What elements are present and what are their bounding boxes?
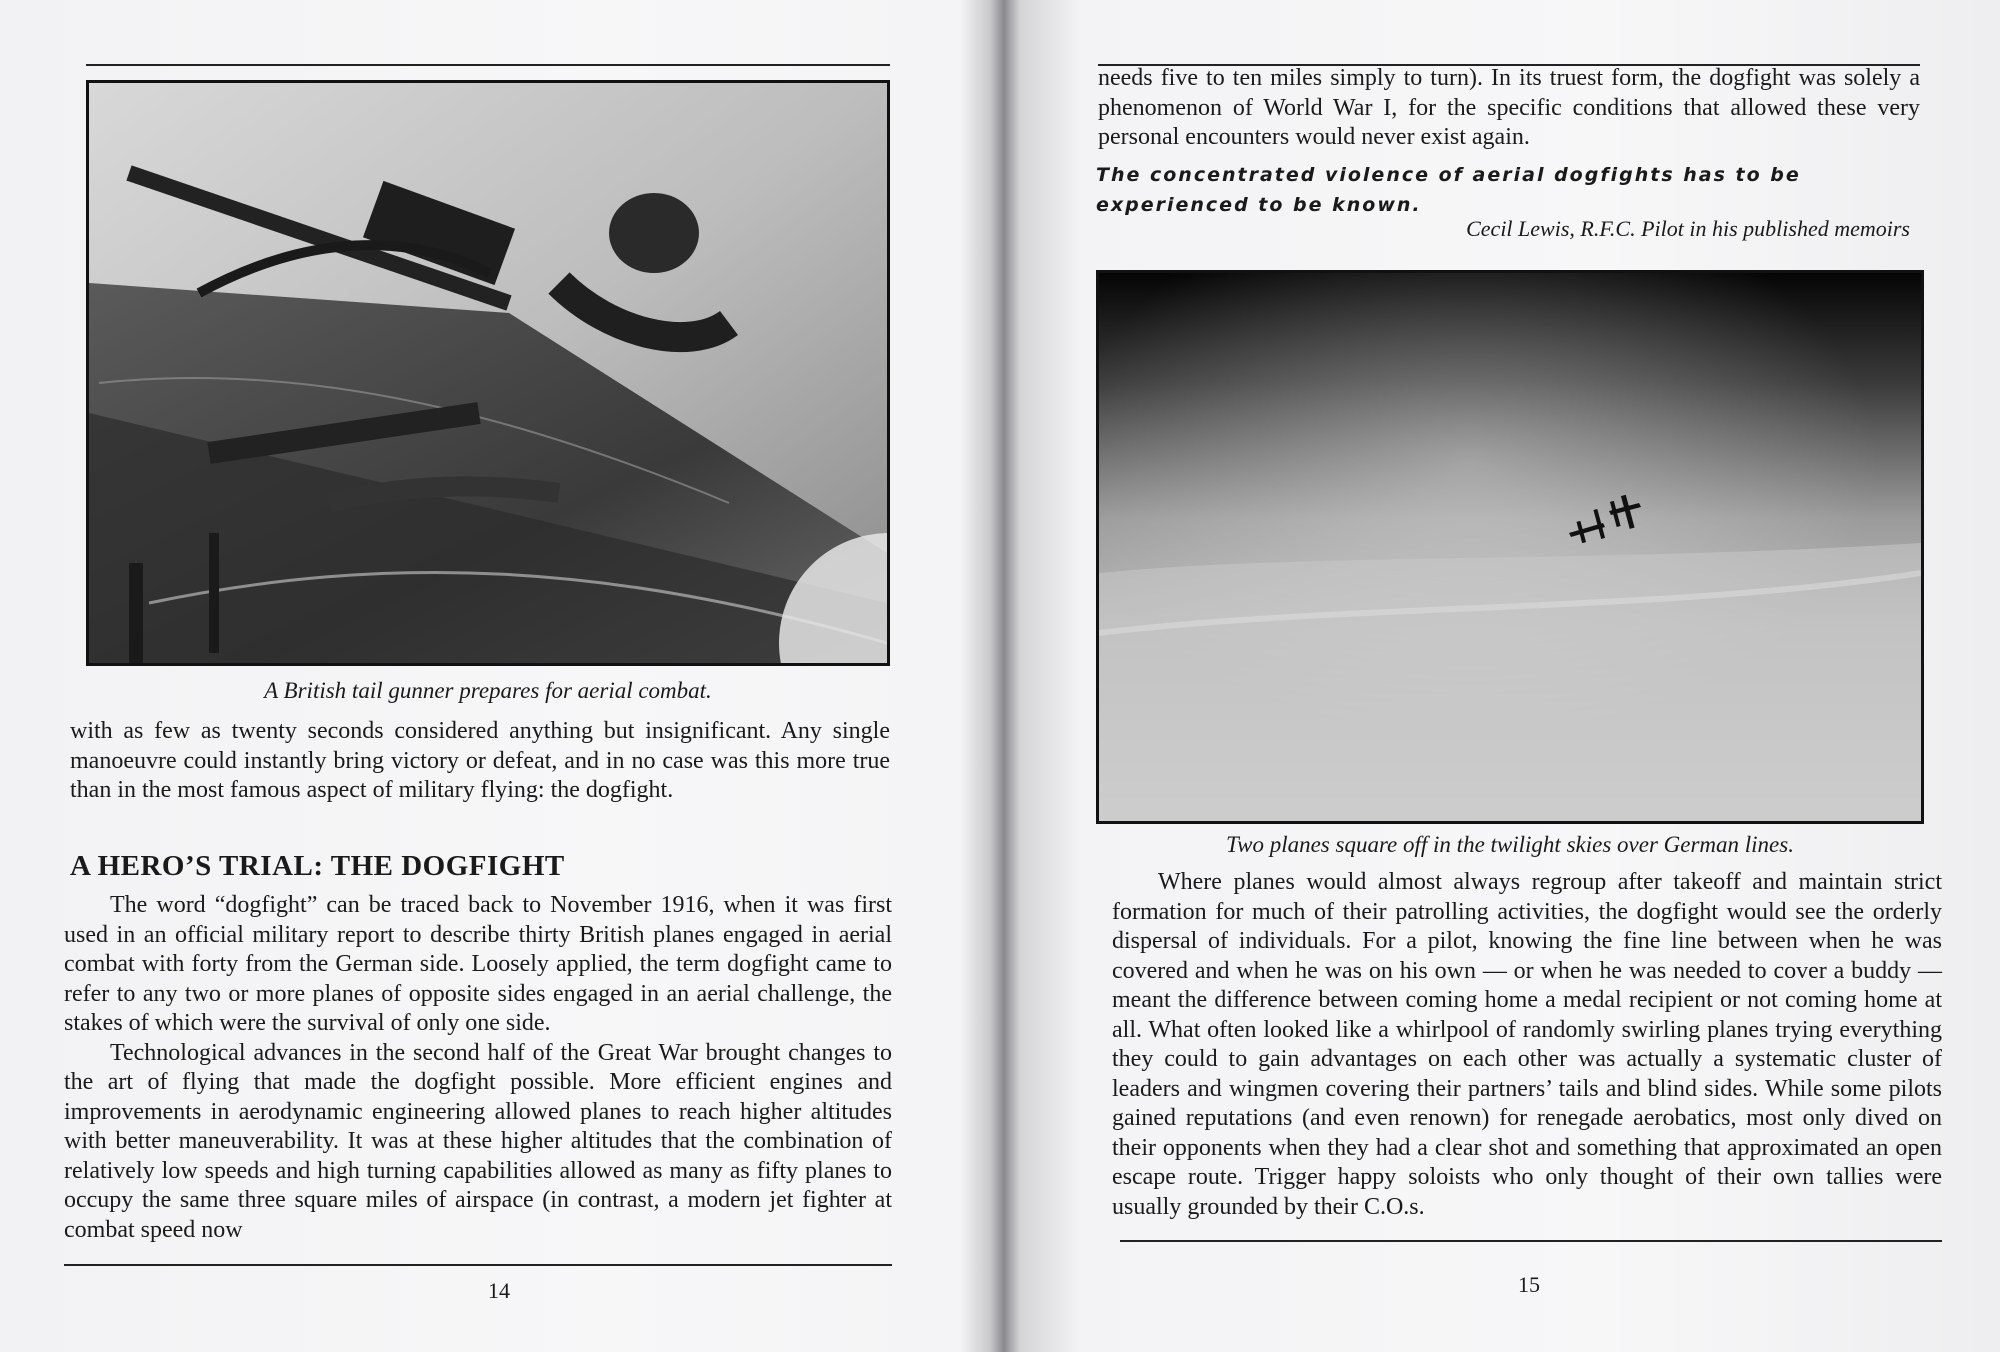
right-photo-caption: Two planes square off in the twilight skies over German lines.	[1226, 832, 1794, 857]
left-intro-text	[70, 717, 890, 806]
right-page-number: 15	[1518, 1272, 1540, 1297]
top-rule	[86, 64, 890, 66]
bottom-rule-right	[1120, 1240, 1942, 1242]
bottom-rule	[64, 1264, 892, 1266]
right-page	[1002, 0, 2000, 1352]
dogfight-origin-paragraph: The word “dogfight” can be traced back to November 1916, when it was first used in an official military report to describe thirty British planes engaged in aerial combat with forty from the German side. Loosely applied, the term dogfight came to refer to any two or more planes of opposite sides engaged in an aerial challenge, the stakes of which were the survival of only one side.	[64, 892, 892, 1036]
formation-paragraph: Where planes would almost always regroup after takeoff and maintain strict formation for much of their patrolling activities, the dogfight would see the orderly dispersal of individuals. For a pilot, knowing the fine line between when he was covered and when he was on his own — or when he was needed to cover a buddy — meant the difference between coming home a medal recipient or not coming home at all. What often looked like a whirlpool of randomly swirling planes trying everything they could to gain advantages on each other was actually a systematic cluster of leaders and wingmen covering their partners’ tails and blind sides. While some pilots gained reputations (and even renown) for renegade aerobatics, most only dived on their opponents when they had a clear shot and something that approximated an open escape route. Trigger happy soloists who only thought of their own tallies were usually grounded by their C.O.s.	[1112, 869, 1942, 1220]
right-intro-paragraph: needs five to ten miles simply to turn). In its truest form, the dogfight was solely a phenomenon of World War I, for the specific conditions that allowed these very personal encounters would never exist again.	[1098, 65, 1920, 150]
left-photo-caption: A British tail gunner prepares for aerial combat.	[264, 678, 712, 703]
right-body-text	[1112, 868, 1942, 1222]
pilot-quote: The concentrated violence of aerial dogfights has to be experienced to be known.	[1096, 164, 1801, 216]
quote-attribution: Cecil Lewis, R.F.C. Pilot in his published memoirs	[1466, 216, 1910, 241]
tail-gunner-illustration	[89, 83, 887, 663]
left-body-text	[64, 891, 892, 1245]
tail-gunner-photo	[86, 80, 890, 666]
twilight-planes-illustration	[1099, 273, 1921, 821]
left-page-number: 14	[488, 1278, 510, 1303]
section-heading: A HERO’S TRIAL: THE DOGFIGHT	[70, 850, 565, 882]
left-page	[0, 0, 998, 1352]
right-intro-text	[1098, 64, 1920, 153]
twilight-planes-photo	[1096, 270, 1924, 824]
left-intro-paragraph: with as few as twenty seconds considered anything but insignificant. Any single manoeuvre could instantly bring victory or defeat, and in no case was this more true than in the most famous aspect of military flying: the dogfight.	[70, 718, 890, 803]
technological-advances-paragraph: Technological advances in the second half of the Great War brought changes to the art of flying that made the dogfight possible. More efficient engines and improvements in aerodynamic engineering allowed planes to reach higher altitudes with better maneuverability. It was at these higher altitudes that the combination of relatively low speeds and high turning capabilities allowed as many as fifty planes to occupy the same three square miles of airspace (in contrast, a modern jet fighter at combat speed now	[64, 1039, 892, 1243]
